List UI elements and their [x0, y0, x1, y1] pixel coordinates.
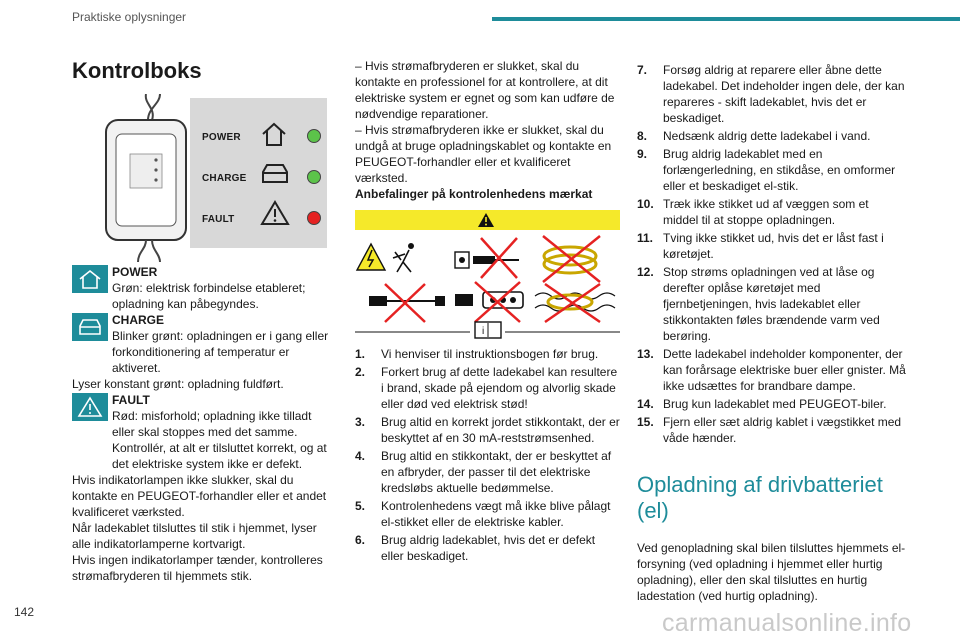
item-text: Kontrolenhedens vægt må ikke blive pålagt el-stikket eller de elektriske kabler. [381, 499, 611, 529]
panel-power-label: POWER [202, 132, 241, 143]
section-title: Opladning af drivbatteriet (el) [637, 472, 883, 523]
fault-led [307, 211, 321, 225]
extension-cable-crossed-icon [369, 284, 445, 322]
indicator-text: Grøn: elektrisk forbindelse etableret; opladning kan påbegyndes. [112, 281, 306, 311]
item-number: 9. [637, 147, 648, 161]
item-number: 12. [637, 265, 654, 279]
section-header: Praktiske oplysninger [72, 10, 187, 24]
panel-charge-label: CHARGE [202, 173, 247, 184]
list-item [355, 448, 620, 496]
list-item [637, 230, 907, 262]
item-number: 11. [637, 231, 654, 245]
paragraph: Hvis ingen indikatorlamper tænder, kontrolleres strømafbryderen til hjemmets stik. [72, 553, 323, 583]
recommendation-list-1 [355, 346, 620, 564]
list-item [637, 196, 907, 228]
column-1 [72, 58, 337, 584]
item-text: Vi henviser til instruktionsbogen før brug. [381, 347, 599, 361]
warning-icon [72, 393, 108, 421]
column-2 [355, 58, 620, 566]
indicator-name: POWER [112, 265, 158, 279]
item-number: 14. [637, 397, 654, 411]
list-item [355, 346, 620, 362]
watermark: carmanualsonline.info [662, 609, 912, 637]
dash-item: – Hvis strømafbryderen ikke er slukket, skal du undgå at bruge opladningskablet og kontakte en PEUGEOT-forhandler eller et kvalificeret værksted. [355, 123, 612, 185]
indicator-power [72, 264, 337, 312]
indicator-panel-closeup [190, 98, 327, 248]
item-text: Tving ikke stikket ud, hvis det er låst fast i køretøjet. [663, 231, 884, 261]
item-number: 15. [637, 415, 654, 429]
item-text: Træk ikke stikket ud af væggen som et middel til at stoppe opladningen. [663, 197, 869, 227]
electric-shock-icon [357, 243, 414, 272]
item-text: Brug aldrig ladekablet, hvis det er defekt eller beskadiget. [381, 533, 596, 563]
list-item [637, 346, 907, 394]
indicator-text: Rød: misforhold; opladning ikke tilladt eller skal stoppes med det samme. Kontrollér, at alt er tilsluttet korrekt, og at det elektriske system ikke er defekt. [112, 409, 327, 471]
section-intro: Ved genopladning skal bilen tilsluttes hjemmets el-forsyning (ved opladning i hjemmet eller hurtig opladning), eller den skal tilsluttes en hurtig ladestation (ved hurtig opladning). [637, 541, 906, 603]
item-text: Brug altid en korrekt jordet stikkontakt, der er beskyttet af en 30 mA-reststrømsenhed. [381, 415, 620, 445]
item-number: 1. [355, 347, 366, 361]
item-number: 8. [637, 129, 648, 143]
item-text: Forkert brug af dette ladekabel kan resultere i brand, skade på ejendom og alvorlig skade eller død ved elektrisk stød! [381, 365, 618, 411]
indicator-text: Blinker grønt: opladningen er i gang eller forkonditionering af temperatur er aktiveret. [112, 329, 329, 375]
item-number: 2. [355, 365, 366, 379]
item-number: 5. [355, 499, 366, 513]
warning-icon [477, 212, 495, 228]
item-text: Nedsænk aldrig dette ladekabel i vand. [663, 129, 871, 143]
paragraph: Hvis indikatorlampen ikke slukker, skal du kontakte en PEUGEOT-forhandler eller et andet kvalificeret værksted. [72, 473, 327, 519]
item-text: Brug altid en stikkontakt, der er beskyttet af en afbryder, der passer til det elektriske kredsløbs aktuelle bedømmelse. [381, 449, 612, 495]
item-number: 10. [637, 197, 654, 211]
item-text: Forsøg aldrig at reparere eller åbne dette ladekabel. Det indeholder ingen dele, der kan repareres - skift ladekablet, hvis det er beskadiget. [663, 63, 905, 125]
label-warning-bar [355, 210, 620, 230]
item-text: Stop strøms opladningen ved at låse og derefter oplåse køretøjet med fjernbetjeningen, hvis ladekablet eller stikkontakten føles brændende varm ved berøring. [663, 265, 880, 343]
water-cable-crossed-icon [535, 284, 615, 322]
column-3 [637, 58, 907, 604]
charge-led [307, 170, 321, 184]
item-number: 4. [355, 449, 366, 463]
control-box-figure [72, 94, 337, 264]
recommendation-list-2 [637, 62, 907, 446]
list-item [637, 396, 907, 412]
power-strip-crossed-icon [455, 282, 523, 322]
car-icon [72, 313, 108, 341]
header-accent-bar [492, 17, 960, 21]
car-icon [260, 160, 290, 188]
label-pictograms [355, 230, 620, 340]
list-item [355, 532, 620, 564]
warning-icon [260, 199, 290, 227]
indicator-name: CHARGE [112, 313, 165, 327]
item-text: Brug aldrig ladekablet med en forlængerledning, en stikdåse, en omformer eller et beskadiget el-stik. [663, 147, 896, 193]
dash-item: – Hvis strømafbryderen er slukket, skal du kontakte en professionel for at kontrollere, at dit elektriske system er egnet og som kan udføre de nødvendige reparationer. [355, 59, 615, 121]
control-box-device-illustration [86, 94, 196, 262]
list-item [355, 364, 620, 412]
manual-book-icon [475, 322, 501, 338]
item-text: Brug kun ladekablet med PEUGEOT-biler. [663, 397, 887, 411]
item-number: 6. [355, 533, 366, 547]
charge-extra-text: Lyser konstant grønt: opladning fuldført. [72, 377, 284, 391]
list-item [355, 414, 620, 446]
item-number: 3. [355, 415, 366, 429]
house-icon [72, 265, 108, 293]
list-item [637, 128, 907, 144]
list-item [637, 62, 907, 126]
item-number: 13. [637, 347, 654, 361]
indicator-charge [72, 312, 337, 376]
indicator-fault [72, 392, 337, 472]
coiled-cable-crossed-icon [543, 236, 600, 282]
house-icon [260, 120, 288, 148]
power-led [307, 129, 321, 143]
list-item [637, 414, 907, 446]
page-number: 142 [14, 605, 35, 619]
item-text: Dette ladekabel indeholder komponenter, der kan forårsage elektriske buer eller gnister. Må ikke udsættes for brandbare dampe. [663, 347, 906, 393]
list-item [355, 498, 620, 530]
svg-text:i: i [482, 326, 485, 337]
plug-adapter-crossed-icon [455, 238, 519, 278]
panel-fault-label: FAULT [202, 214, 235, 225]
paragraph: Når ladekablet tilsluttes til stik i hjemmet, lyser alle indikatorlamperne kortvarigt. [72, 521, 317, 551]
list-item [637, 146, 907, 194]
item-number: 7. [637, 63, 648, 77]
label-heading: Anbefalinger på kontrolenhedens mærkat [355, 187, 593, 201]
list-item [637, 264, 907, 344]
page-title: Kontrolboks [72, 58, 202, 83]
item-text: Fjern eller sæt aldrig kablet i vægstikket med våde hænder. [663, 415, 902, 445]
indicator-name: FAULT [112, 393, 150, 407]
